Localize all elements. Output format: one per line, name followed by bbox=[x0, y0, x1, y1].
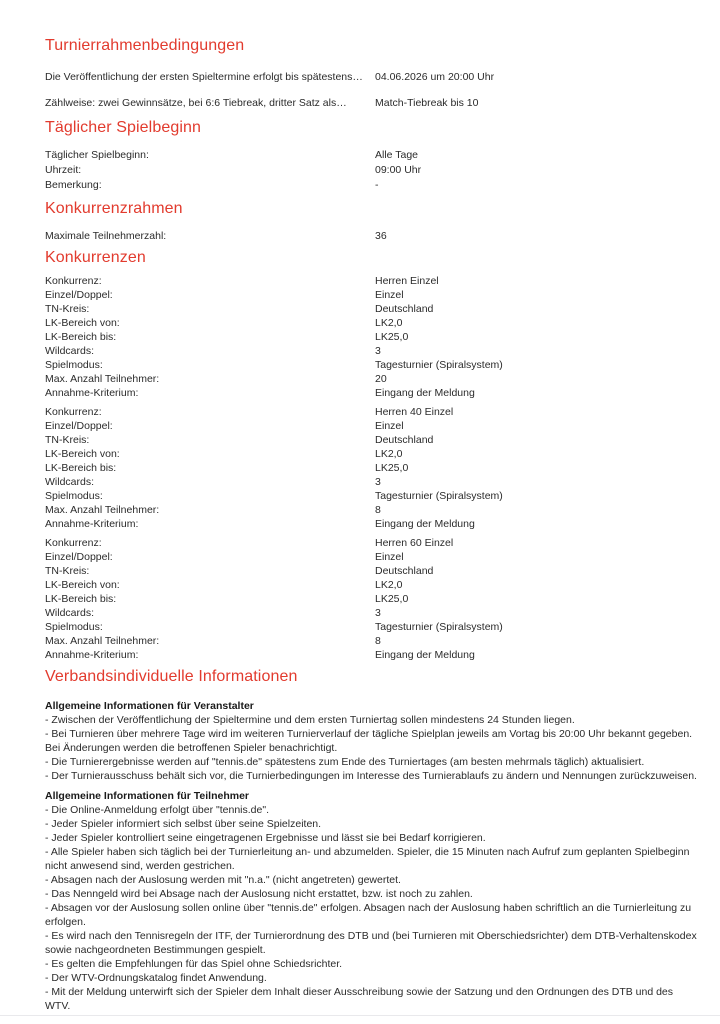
field-label: Wildcards: bbox=[45, 476, 95, 488]
field-label: Annahme-Kriterium: bbox=[45, 518, 139, 530]
field-value: Deutschland bbox=[375, 303, 434, 315]
info-group bbox=[45, 699, 698, 783]
info-line: - Das Nenngeld wird bei Absage nach der Auslosung nicht erstattet, bzw. ist noch zu zahlen. bbox=[45, 888, 473, 900]
section-konkurrenzrahmen bbox=[45, 199, 698, 244]
field-row bbox=[45, 386, 698, 400]
field-row bbox=[45, 358, 698, 372]
section-heading-konkurrenzrahmen: Konkurrenzrahmen bbox=[45, 200, 183, 217]
field-value: Tagesturnier (Spiralsystem) bbox=[375, 359, 503, 371]
section-verbandsindividuelle-informationen bbox=[45, 667, 698, 1013]
field-row bbox=[45, 564, 698, 578]
info-line: - Zwischen der Veröffentlichung der Spieltermine und dem ersten Turniertag sollen mindestens 24 Stunden liegen. bbox=[45, 714, 575, 726]
field-value: Einzel bbox=[375, 289, 404, 301]
field-row bbox=[45, 620, 698, 634]
field-value: - bbox=[375, 179, 379, 191]
field-value: LK2,0 bbox=[375, 448, 403, 460]
konkurrenz-blocks bbox=[45, 274, 698, 662]
section-heading-turnierrahmenbedingungen: Turnierrahmenbedingungen bbox=[45, 37, 245, 54]
field-row bbox=[45, 372, 698, 386]
page-bottom-edge bbox=[0, 1015, 720, 1016]
field-value: LK25,0 bbox=[375, 593, 409, 605]
field-row bbox=[45, 344, 698, 358]
field-row bbox=[45, 634, 698, 648]
field-label: Wildcards: bbox=[45, 345, 95, 357]
field-row bbox=[45, 288, 698, 302]
field-row bbox=[45, 606, 698, 620]
field-value: Herren 60 Einzel bbox=[375, 537, 454, 549]
field-rows bbox=[45, 70, 698, 110]
info-line: - Die Turnierergebnisse werden auf "tennis.de" spätestens zum Ende des Turniertages (am besten mehrmals täglich) aktualisiert. bbox=[45, 756, 645, 768]
field-label: Konkurrenz: bbox=[45, 537, 102, 549]
field-value: 36 bbox=[375, 230, 387, 242]
field-value: Eingang der Meldung bbox=[375, 518, 475, 530]
field-label: TN-Kreis: bbox=[45, 303, 90, 315]
section-heading-konkurrenzen: Konkurrenzen bbox=[45, 249, 146, 266]
field-label: LK-Bereich von: bbox=[45, 317, 120, 329]
section-turnierrahmenbedingungen bbox=[45, 36, 698, 110]
field-value: LK25,0 bbox=[375, 331, 409, 343]
field-row bbox=[45, 419, 698, 433]
field-row bbox=[45, 517, 698, 531]
section-heading-verbandsindividuelle-informationen: Verbandsindividuelle Informationen bbox=[45, 668, 298, 685]
field-label: Spielmodus: bbox=[45, 359, 103, 371]
field-value: LK2,0 bbox=[375, 317, 403, 329]
field-label: Max. Anzahl Teilnehmer: bbox=[45, 373, 160, 385]
field-row bbox=[45, 96, 698, 110]
field-row bbox=[45, 503, 698, 517]
field-row bbox=[45, 70, 698, 84]
field-label: Spielmodus: bbox=[45, 490, 103, 502]
field-row bbox=[45, 461, 698, 475]
field-row bbox=[45, 536, 698, 550]
section-konkurrenzen bbox=[45, 248, 698, 662]
field-value: Deutschland bbox=[375, 434, 434, 446]
field-value: Einzel bbox=[375, 551, 404, 563]
field-value: Deutschland bbox=[375, 565, 434, 577]
field-label: TN-Kreis: bbox=[45, 565, 90, 577]
info-line: - Jeder Spieler kontrolliert seine eingetragenen Ergebnisse und lässt sie bei Bedarf korrigieren. bbox=[45, 832, 486, 844]
field-row bbox=[45, 302, 698, 316]
field-value: 20 bbox=[375, 373, 387, 385]
field-label: Einzel/Doppel: bbox=[45, 420, 113, 432]
field-row bbox=[45, 447, 698, 461]
field-label: Einzel/Doppel: bbox=[45, 551, 113, 563]
field-value: 04.06.2026 um 20:00 Uhr bbox=[375, 71, 495, 83]
field-label: Täglicher Spielbeginn: bbox=[45, 149, 149, 161]
field-label: Annahme-Kriterium: bbox=[45, 387, 139, 399]
field-value: 3 bbox=[375, 345, 381, 357]
info-line: - Es wird nach den Tennisregeln der ITF, der Turnierordnung des DTB und (bei Turnieren mit Oberschiedsrichter) dem DTB-Verhaltenskodex sowie nachgeordneten Bestimmungen gespielt. bbox=[45, 930, 697, 956]
field-value: Eingang der Meldung bbox=[375, 387, 475, 399]
info-line: - Alle Spieler haben sich täglich bei der Turnierleitung an- und abzumelden. Spieler, die 15 Minuten nach Aufruf zum geplanten Spielbeginn nicht anwesend sind, werden gestrichen. bbox=[45, 846, 690, 872]
field-label: TN-Kreis: bbox=[45, 434, 90, 446]
field-label: LK-Bereich bis: bbox=[45, 462, 117, 474]
field-row bbox=[45, 550, 698, 564]
field-row bbox=[45, 330, 698, 344]
konkurrenz-block bbox=[45, 536, 698, 662]
field-rows bbox=[45, 229, 698, 244]
field-label: Bemerkung: bbox=[45, 179, 102, 191]
info-line: - Die Online-Anmeldung erfolgt über "tennis.de". bbox=[45, 804, 269, 816]
info-line: - Jeder Spieler informiert sich selbst über seine Spielzeiten. bbox=[45, 818, 322, 830]
field-row bbox=[45, 489, 698, 503]
field-label: Wildcards: bbox=[45, 607, 95, 619]
field-row bbox=[45, 475, 698, 489]
field-value: 09:00 Uhr bbox=[375, 164, 422, 176]
field-row bbox=[45, 578, 698, 592]
field-row bbox=[45, 433, 698, 447]
field-label: Konkurrenz: bbox=[45, 406, 102, 418]
field-value: Alle Tage bbox=[375, 149, 419, 161]
field-row bbox=[45, 163, 698, 178]
field-label: Max. Anzahl Teilnehmer: bbox=[45, 504, 160, 516]
field-label: Die Veröffentlichung der ersten Spieltermine erfolgt bis spätestens… bbox=[45, 71, 363, 83]
field-row bbox=[45, 648, 698, 662]
field-row bbox=[45, 148, 698, 163]
field-label: LK-Bereich von: bbox=[45, 579, 120, 591]
info-line: - Absagen vor der Auslosung sollen online über "tennis.de" erfolgen. Absagen nach der Auslosung haben schriftlich an die Turnierleitung zu erfolgen. bbox=[45, 902, 692, 928]
field-value: 3 bbox=[375, 607, 381, 619]
konkurrenz-block bbox=[45, 405, 698, 531]
field-row bbox=[45, 178, 698, 193]
field-label: Max. Anzahl Teilnehmer: bbox=[45, 635, 160, 647]
field-row bbox=[45, 592, 698, 606]
field-row bbox=[45, 229, 698, 244]
field-label: Maximale Teilnehmerzahl: bbox=[45, 230, 167, 242]
field-value: Herren 40 Einzel bbox=[375, 406, 454, 418]
info-line: - Der WTV-Ordnungskatalog findet Anwendung. bbox=[45, 972, 267, 984]
field-label: LK-Bereich bis: bbox=[45, 593, 117, 605]
field-value: LK2,0 bbox=[375, 579, 403, 591]
field-value: Tagesturnier (Spiralsystem) bbox=[375, 621, 503, 633]
info-group-title: Allgemeine Informationen für Teilnehmer bbox=[45, 790, 250, 802]
info-group-title: Allgemeine Informationen für Veranstalter bbox=[45, 700, 254, 712]
field-row bbox=[45, 405, 698, 419]
info-line: - Mit der Meldung unterwirft sich der Spieler dem Inhalt dieser Ausschreibung sowie der Satzung und den Ordnungen des DTB und des WTV. bbox=[45, 986, 674, 1012]
field-label: Einzel/Doppel: bbox=[45, 289, 113, 301]
field-value: Einzel bbox=[375, 420, 404, 432]
field-label: Konkurrenz: bbox=[45, 275, 102, 287]
field-value: Match-Tiebreak bis 10 bbox=[375, 97, 479, 109]
field-row bbox=[45, 316, 698, 330]
info-groups bbox=[45, 699, 698, 1013]
info-group bbox=[45, 789, 698, 1013]
field-label: Uhrzeit: bbox=[45, 164, 82, 176]
field-label: Zählweise: zwei Gewinnsätze, bei 6:6 Tiebreak, dritter Satz als… bbox=[45, 97, 347, 109]
field-value: Herren Einzel bbox=[375, 275, 439, 287]
field-row bbox=[45, 274, 698, 288]
info-line: - Der Turnierausschuss behält sich vor, die Turnierbedingungen im Interesse des Turnierablaufs zu ändern und Nennungen zurückzuweisen. bbox=[45, 770, 697, 782]
field-value: Eingang der Meldung bbox=[375, 649, 475, 661]
field-label: Spielmodus: bbox=[45, 621, 103, 633]
field-value: 3 bbox=[375, 476, 381, 488]
field-value: Tagesturnier (Spiralsystem) bbox=[375, 490, 503, 502]
section-heading-taeglicher-spielbeginn: Täglicher Spielbeginn bbox=[45, 119, 201, 136]
field-label: Annahme-Kriterium: bbox=[45, 649, 139, 661]
field-rows bbox=[45, 148, 698, 193]
field-value: LK25,0 bbox=[375, 462, 409, 474]
konkurrenz-block bbox=[45, 274, 698, 400]
info-line: - Bei Turnieren über mehrere Tage wird im weiteren Turnierverlauf der tägliche Spielplan jeweils am Vortag bis 20:00 Uhr bekannt gegeben. Bei Änderungen werden die betroffenen Spieler benachrichtigt. bbox=[45, 728, 693, 754]
field-label: LK-Bereich von: bbox=[45, 448, 120, 460]
field-value: 8 bbox=[375, 504, 381, 516]
info-line: - Es gelten die Empfehlungen für das Spiel ohne Schiedsrichter. bbox=[45, 958, 343, 970]
info-line: - Absagen nach der Auslosung werden mit "n.a." (nicht angetreten) gewertet. bbox=[45, 874, 401, 886]
section-taeglicher-spielbeginn bbox=[45, 118, 698, 193]
field-value: 8 bbox=[375, 635, 381, 647]
field-label: LK-Bereich bis: bbox=[45, 331, 117, 343]
